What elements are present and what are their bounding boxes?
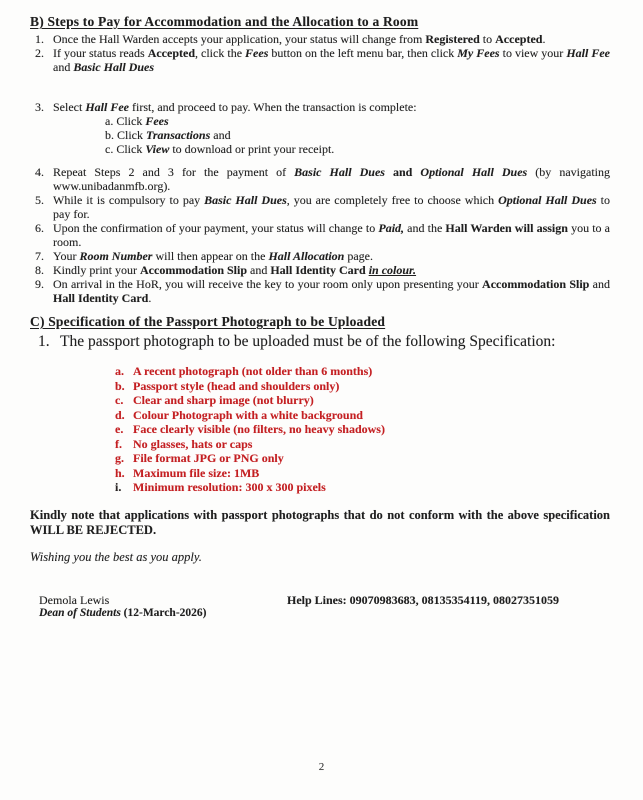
list-item [115, 466, 610, 481]
text-segment: Hall Fee [566, 46, 610, 60]
text-segment: , click the [195, 46, 246, 60]
text-segment: Transactions [146, 128, 211, 142]
text-segment: Repeat Steps 2 and 3 for the payment of [53, 165, 295, 179]
list-marker: 5. [35, 193, 44, 207]
closing-wish: Wishing you the best as you apply. [30, 549, 202, 564]
text-segment: and [210, 128, 231, 142]
list-item-text: File format JPG or PNG only [133, 451, 284, 465]
text-segment: will then appear on the [152, 249, 269, 263]
list-item [30, 277, 610, 305]
text-segment: Optional Hall Dues [420, 165, 528, 179]
list-marker: i. [115, 480, 122, 494]
list-item-text [53, 249, 373, 263]
list-item-text: No glasses, hats or caps [133, 436, 253, 451]
sub-list-item-text [117, 128, 231, 142]
list-marker: a. [115, 364, 124, 378]
text-segment: page. [344, 249, 374, 263]
list-item [30, 193, 610, 221]
text-segment: Accepted [495, 32, 543, 46]
text-segment: Hall Identity Card [53, 291, 149, 305]
list-item-text [53, 277, 610, 305]
passport-spec-intro [30, 332, 610, 351]
text-segment: to download or print your receipt. [169, 142, 335, 156]
text-segment: you to a room. [53, 221, 610, 249]
text-segment: (by navigating www.unibadanmfb.org). [53, 165, 611, 193]
text-segment: first, and proceed to pay. When the transaction is complete: [129, 100, 417, 114]
list-item-text: Face clearly visible (no filters, no heavy shadows) [133, 422, 385, 436]
text-segment: Accommodation Slip [140, 263, 248, 277]
list-marker: 9. [35, 277, 44, 291]
rejection-note: Kindly note that applications with passport photographs that do not conform with the above specification WILL BE REJECTED. [30, 507, 610, 537]
list-marker: 1. [35, 32, 44, 46]
list-item-text [53, 32, 545, 46]
text-segment: Basic Hall Dues [294, 165, 385, 179]
text-segment: to [479, 32, 496, 46]
list-item-text: Passport style (head and shoulders only) [133, 378, 340, 393]
sub-list-item-text [116, 114, 168, 128]
list-item [115, 408, 610, 423]
text-segment: Hall Allocation [268, 249, 345, 263]
passport-spec-list [115, 364, 610, 495]
list-item [115, 379, 610, 394]
text-segment: Click [116, 114, 146, 128]
text-segment: Once the Hall Warden accepts your application, your status will change from [53, 32, 426, 46]
text-segment: button on the left menu bar, then click [268, 46, 458, 60]
text-segment: Hall Warden will assign [445, 221, 568, 235]
text-segment: Dean of Students [39, 606, 121, 619]
list-marker: h. [115, 465, 125, 480]
section-b-heading: B) Steps to Pay for Accommodation and the Allocation to a Room [30, 14, 419, 29]
help-lines: Help Lines: 09070983683, 08135354119, 08027351059 [287, 592, 560, 607]
text-segment: Hall Fee [85, 100, 129, 114]
list-item-text: Clear and sharp image (not blurry) [133, 393, 314, 407]
list-item-text [53, 263, 416, 277]
page-number: 2 [318, 761, 325, 773]
list-item [115, 451, 610, 466]
text-segment: and [589, 277, 610, 291]
list-item-text: Minimum resolution: 300 x 300 pixels [133, 480, 326, 494]
list-marker: g. [115, 451, 124, 465]
list-item [115, 422, 610, 437]
list-item-text [53, 221, 610, 249]
list-marker: b. [105, 128, 117, 142]
section-c-heading: C) Specification of the Passport Photograph to be Uploaded [30, 314, 386, 329]
text-segment: to pay for. [53, 193, 611, 221]
text-segment: Basic Hall Dues [204, 193, 287, 207]
text-segment: Registered [425, 32, 480, 46]
list-marker: 3. [35, 100, 44, 114]
list-item [115, 364, 610, 379]
list-item [30, 46, 610, 74]
text-segment: Select [53, 100, 86, 114]
text-segment: My Fees [457, 46, 500, 60]
text-segment: and the [404, 221, 446, 235]
signatory-title [39, 607, 610, 620]
list-item [30, 165, 610, 193]
list-item [30, 32, 610, 46]
list-item-text [53, 165, 610, 193]
text-segment: Paid, [378, 221, 405, 235]
list-item-text: Colour Photograph with a white background [133, 407, 363, 422]
text-segment: and [384, 165, 421, 179]
text-segment: View [145, 142, 170, 156]
text-segment: Click [117, 128, 146, 142]
text-segment: Optional Hall Dues [498, 193, 597, 207]
list-item [115, 437, 610, 452]
sub-list-item [53, 128, 610, 142]
text-segment: Accommodation Slip [482, 277, 590, 291]
text-segment: While it is compulsory to pay [53, 193, 205, 207]
text-segment: Click [116, 142, 146, 156]
text-segment: in colour. [368, 263, 417, 277]
list-item [30, 100, 610, 156]
text-segment: Fees [145, 114, 169, 128]
list-marker: f. [115, 436, 122, 451]
text-segment: and [247, 263, 271, 277]
list-marker: 2. [35, 46, 44, 60]
list-marker: c. [105, 142, 117, 156]
list-item [115, 480, 610, 495]
text-segment: If your status reads [53, 46, 148, 60]
list-item [30, 263, 610, 277]
list-marker: e. [115, 422, 124, 436]
text-segment: to view your [499, 46, 567, 60]
text-segment: Room Number [79, 249, 153, 263]
list-marker: c. [115, 393, 124, 407]
list-item-text [53, 46, 610, 74]
sub-list-item-text [116, 142, 334, 156]
list-marker: a. [105, 114, 117, 128]
list-item [115, 393, 610, 408]
list-marker: d. [115, 407, 125, 422]
list-marker: b. [115, 378, 125, 393]
sub-list-item [53, 114, 610, 128]
passport-spec-intro-text: The passport photograph to be uploaded must be of the following Specification: [60, 333, 556, 350]
text-segment: , you are completely free to choose which [286, 193, 499, 207]
list-item [30, 249, 610, 263]
list-marker: 8. [35, 263, 44, 277]
steps-list [30, 32, 610, 305]
list-item-text [53, 193, 610, 221]
text-segment: . [148, 291, 152, 305]
text-segment: On arrival in the HoR, you will receive the key to your room only upon presenting your [53, 277, 483, 291]
list-item-text: A recent photograph (not older than 6 months) [133, 364, 373, 378]
text-segment: Accepted [147, 46, 196, 60]
sub-list-item [53, 142, 610, 156]
text-segment: and [53, 60, 74, 74]
list-marker: 7. [35, 249, 44, 263]
text-segment: Kindly print your [53, 263, 140, 277]
signatory-name: Demola Lewis [39, 592, 110, 607]
list-item [30, 221, 610, 249]
text-segment: . [542, 32, 546, 46]
list-marker: 6. [35, 221, 44, 235]
list-item-text [53, 100, 417, 114]
text-segment: Hall Identity Card [270, 263, 366, 277]
text-segment: Upon the confirmation of your payment, your status will change to [53, 221, 379, 235]
list-marker: 4. [35, 165, 44, 179]
signature-block [30, 593, 610, 620]
text-segment: Basic Hall Dues [73, 60, 154, 74]
text-segment: Your [53, 249, 80, 263]
text-segment: Fees [245, 46, 269, 60]
text-segment: (12-March-2026) [120, 606, 207, 619]
list-item-text: Maximum file size: 1MB [133, 465, 260, 480]
list-marker: 1. [38, 333, 50, 350]
